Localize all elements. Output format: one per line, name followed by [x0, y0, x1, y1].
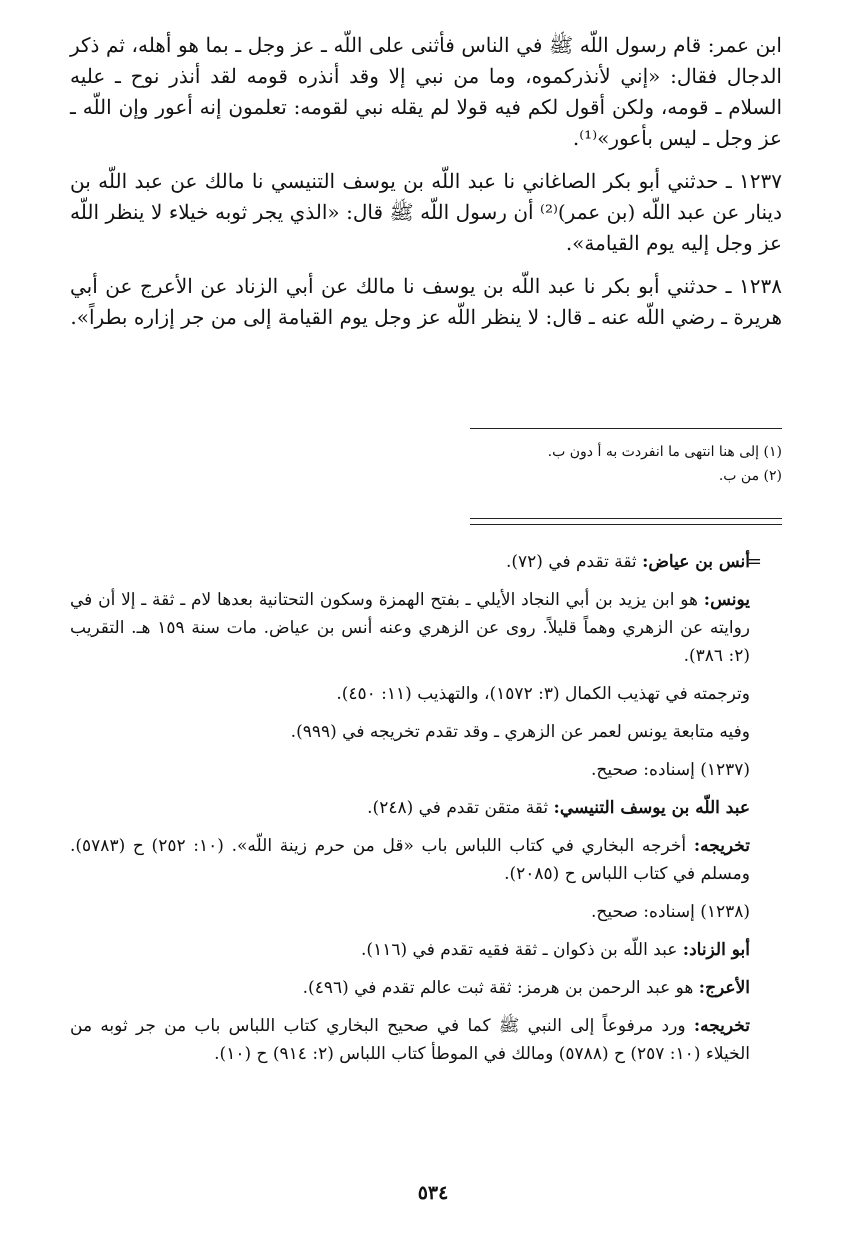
commentary-item-9: [70, 974, 782, 1002]
commentary-text: (١٢٣٨) إسناده: صحيح.: [590, 902, 750, 922]
section-divider-top: [470, 518, 782, 519]
commentary-text: عبد اللّه بن ذكوان ـ ثقة فقيه تقدم في (١١٦).: [361, 940, 683, 960]
commentary-text: وترجمته في تهذيب الكمال (٣: ١٥٧٢)، والتهذيب (١١: ٤٥٠).: [336, 684, 750, 704]
narrator-label: يونس:: [703, 590, 750, 610]
commentary-item-5: [70, 794, 782, 822]
commentary-item-8: [70, 936, 782, 964]
commentary: [70, 548, 782, 1078]
commentary-item-7: [70, 898, 782, 926]
commentary-text: ثقة تقدم في (٧٢).: [505, 552, 643, 572]
narrator-label: تخريجه:: [693, 836, 751, 856]
commentary-item-3: [70, 718, 782, 746]
narrator-label: تخريجه:: [693, 1016, 750, 1036]
footnotes: [470, 440, 782, 488]
commentary-text: هو ابن يزيد بن أبي النجاد الأيلي ـ بفتح الهمزة وسكون التحتانية بعدها لام ـ ثقة ـ إلا أن في روايته عن الزهري وهماً قليلاً. روى عن الزهري وعنه أنس بن عياض. مات سنة ١٥٩ هـ. التقريب (٢: ٣٨٦).: [70, 590, 751, 666]
footnote-2: (٢) من ب.: [718, 468, 782, 484]
commentary-item-10: [70, 1012, 782, 1068]
footnote-1: (١) إلى هنا انتهى ما انفردت به أ دون ب.: [547, 444, 782, 460]
commentary-item-6: [70, 832, 782, 888]
narrator-label: أنس بن عياض:: [642, 552, 750, 572]
page-number: ٥٣٤: [417, 1182, 449, 1204]
main-paragraph-1: ابن عمر: قام رسول اللّه ﷺ في الناس فأثنى على اللّه ـ عز وجل ـ بما هو أهله، ثم ذكر الدجال فقال: «إني لأنذركموه، وما من نبي إلا وقد أنذره قومه لقد أنذر نوح ـ عليه السلام ـ قومه، ولكن أقول لكم فيه قولا لم يقله نبي لقومه: تعلمون إنه أعور وإن اللّه ـ عز وجل ـ ليس بأعور»⁽¹⁾.: [70, 33, 783, 150]
narrator-label: عبد اللّه بن يوسف التنيسي:: [553, 798, 750, 818]
commentary-item-1: [70, 586, 782, 670]
narrator-label: أبو الزناد:: [682, 940, 750, 960]
commentary-item-0: [70, 548, 782, 576]
commentary-item-2: [70, 680, 782, 708]
commentary-text: ثقة متقن تقدم في (٢٤٨).: [367, 798, 554, 818]
commentary-text: هو عبد الرحمن بن هرمز: ثقة ثبت عالم تقدم في (٤٩٦).: [302, 978, 699, 998]
main-paragraph-2: ١٢٣٧ ـ حدثني أبو بكر الصاغاني نا عبد اللّه بن يوسف التنيسي نا مالك عن عبد اللّه بن دينار عن عبد اللّه (بن عمر)⁽²⁾ أن رسول اللّه ﷺ قال: «الذي يجر ثوبه خيلاء لا ينظر اللّه عز وجل إليه يوم القيامة».: [70, 169, 782, 255]
main-paragraph-3: ١٢٣٨ ـ حدثني أبو بكر نا عبد اللّه بن يوسف نا مالك عن أبي الزناد عن الأعرج عن أبي هريرة ـ رضي اللّه عنه ـ قال: لا ينظر اللّه عز وجل يوم القيامة إلى من جر إزاره بطراً».: [70, 274, 782, 329]
section-divider-bottom: [470, 524, 782, 525]
narrator-label: الأعرج:: [698, 978, 750, 998]
continuation-mark: =: [746, 551, 762, 572]
main-text: [70, 30, 782, 345]
commentary-text: أخرجه البخاري في كتاب اللباس باب «قل من حرم زينة اللّه». (١٠: ٢٥٢) ح (٥٧٨٣). ومسلم في كتاب اللباس ح (٢٠٨٥).: [70, 836, 750, 884]
commentary-text: وفيه متابعة يونس لعمر عن الزهري ـ وقد تقدم تخريجه في (٩٩٩).: [290, 722, 750, 742]
commentary-text: (١٢٣٧) إسناده: صحيح.: [590, 760, 750, 780]
commentary-item-4: [70, 756, 782, 784]
footnote-separator: [470, 428, 782, 429]
commentary-text: ورد مرفوعاً إلى النبي ﷺ كما في صحيح البخاري كتاب اللباس باب من جر ثوبه من الخيلاء (١٠: ٢٥٧) ح (٥٧٨٨) ومالك في الموطأ كتاب اللباس (٢: ٩١٤) ح (١٠).: [70, 1016, 750, 1064]
